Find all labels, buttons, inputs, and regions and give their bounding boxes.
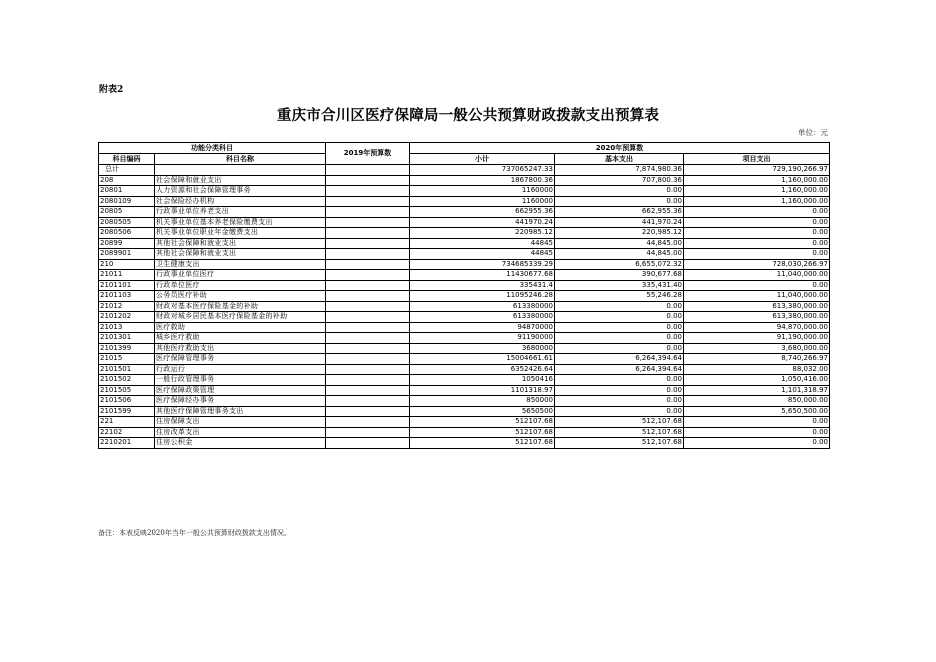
cell-code: 20801	[99, 186, 155, 197]
cell-subtotal: 5650500	[410, 406, 555, 417]
header-project: 项目支出	[684, 154, 830, 165]
cell-budget-2019	[326, 270, 410, 281]
cell-basic: 220,985.12	[555, 228, 684, 239]
cell-subtotal: 335431.4	[410, 280, 555, 291]
cell-subtotal: 441970.24	[410, 217, 555, 228]
cell-project: 1,101,318.97	[684, 385, 830, 396]
cell-subtotal: 6352426.64	[410, 364, 555, 375]
table-row	[99, 406, 830, 417]
cell-name: 住房保障支出	[155, 417, 326, 428]
table-row	[99, 196, 830, 207]
cell-project: 1,050,416.00	[684, 375, 830, 386]
cell-subtotal: 11095246.28	[410, 291, 555, 302]
cell-project: 0.00	[684, 417, 830, 428]
cell-code: 2101505	[99, 385, 155, 396]
table-row	[99, 228, 830, 239]
cell-project: 0.00	[684, 249, 830, 260]
cell-name: 住房公积金	[155, 438, 326, 449]
cell-basic: 662,955.36	[555, 207, 684, 218]
cell-project: 729,190,266.97	[684, 165, 830, 176]
cell-subtotal: 512107.68	[410, 417, 555, 428]
cell-budget-2019	[326, 438, 410, 449]
cell-code: 221	[99, 417, 155, 428]
cell-project: 850,000.00	[684, 396, 830, 407]
cell-budget-2019	[326, 333, 410, 344]
cell-name: 行政事业单位医疗	[155, 270, 326, 281]
cell-name: 卫生健康支出	[155, 259, 326, 270]
header-subtotal: 小计	[410, 154, 555, 165]
cell-budget-2019	[326, 417, 410, 428]
cell-name: 医疗救助	[155, 322, 326, 333]
header-functional-category: 功能分类科目	[99, 143, 326, 154]
cell-basic: 55,246.28	[555, 291, 684, 302]
cell-subtotal: 613380000	[410, 312, 555, 323]
cell-basic: 512,107.68	[555, 427, 684, 438]
table-row	[99, 385, 830, 396]
attachment-label: 附表2	[99, 85, 124, 95]
cell-subtotal: 94870000	[410, 322, 555, 333]
table-row	[99, 396, 830, 407]
cell-subtotal: 512107.68	[410, 427, 555, 438]
cell-name: 社会保障和就业支出	[155, 175, 326, 186]
cell-name: 公务员医疗补助	[155, 291, 326, 302]
cell-code: 2101301	[99, 333, 155, 344]
cell-project: 3,680,000.00	[684, 343, 830, 354]
cell-code: 2101103	[99, 291, 155, 302]
cell-name: 人力资源和社会保障管理事务	[155, 186, 326, 197]
cell-subtotal: 613380000	[410, 301, 555, 312]
table-row	[99, 364, 830, 375]
cell-project: 0.00	[684, 427, 830, 438]
cell-basic: 0.00	[555, 186, 684, 197]
cell-project: 0.00	[684, 238, 830, 249]
cell-code: 2080505	[99, 217, 155, 228]
table-row	[99, 301, 830, 312]
cell-basic: 0.00	[555, 196, 684, 207]
cell-code: 21012	[99, 301, 155, 312]
header-name: 科目名称	[155, 154, 326, 165]
cell-code: 2080109	[99, 196, 155, 207]
cell-budget-2019	[326, 280, 410, 291]
cell-budget-2019	[326, 375, 410, 386]
cell-basic: 44,845.00	[555, 249, 684, 260]
cell-budget-2019	[326, 406, 410, 417]
cell-project: 11,040,000.00	[684, 291, 830, 302]
cell-code: 20899	[99, 238, 155, 249]
cell-subtotal: 734685339.29	[410, 259, 555, 270]
table-row	[99, 333, 830, 344]
cell-budget-2019	[326, 427, 410, 438]
table-row	[99, 438, 830, 449]
cell-basic: 0.00	[555, 333, 684, 344]
cell-basic: 335,431.40	[555, 280, 684, 291]
table-row	[99, 186, 830, 197]
cell-subtotal: 1050416	[410, 375, 555, 386]
table-row	[99, 259, 830, 270]
table-row	[99, 165, 830, 176]
table-row	[99, 217, 830, 228]
table-row	[99, 417, 830, 428]
cell-basic: 441,970.24	[555, 217, 684, 228]
cell-subtotal: 220985.12	[410, 228, 555, 239]
header-budget-2019: 2019年预算数	[326, 143, 410, 165]
cell-subtotal: 1101318.97	[410, 385, 555, 396]
cell-basic: 44,845.00	[555, 238, 684, 249]
cell-code: 21011	[99, 270, 155, 281]
cell-name: 医疗保障经办事务	[155, 396, 326, 407]
unit-label: 单位：元	[798, 128, 828, 137]
cell-budget-2019	[326, 354, 410, 365]
cell-basic: 707,800.36	[555, 175, 684, 186]
cell-name: 机关事业单位基本养老保险缴费支出	[155, 217, 326, 228]
cell-name: 机关事业单位职业年金缴费支出	[155, 228, 326, 239]
page-title: 重庆市合川区医疗保障局一般公共预算财政拨款支出预算表	[276, 108, 660, 124]
cell-subtotal: 850000	[410, 396, 555, 407]
cell-project: 0.00	[684, 438, 830, 449]
cell-name: 其他社会保障和就业支出	[155, 249, 326, 260]
cell-code: 2080506	[99, 228, 155, 239]
cell-code: 2089901	[99, 249, 155, 260]
cell-code: 208	[99, 175, 155, 186]
header-budget-2020: 2020年预算数	[410, 143, 830, 154]
footnote: 备注：本表反映2020年当年一般公共预算财政拨款支出情况。	[98, 529, 291, 537]
cell-subtotal: 15004661.61	[410, 354, 555, 365]
cell-basic: 0.00	[555, 406, 684, 417]
cell-subtotal: 3680000	[410, 343, 555, 354]
cell-budget-2019	[326, 301, 410, 312]
cell-basic: 512,107.68	[555, 417, 684, 428]
table-row	[99, 238, 830, 249]
cell-name: 医疗保障政策管理	[155, 385, 326, 396]
cell-project: 0.00	[684, 280, 830, 291]
cell-basic: 0.00	[555, 385, 684, 396]
cell-project: 728,030,266.97	[684, 259, 830, 270]
cell-budget-2019	[326, 396, 410, 407]
cell-budget-2019	[326, 217, 410, 228]
cell-name: 财政对基本医疗保险基金的补助	[155, 301, 326, 312]
table-row	[99, 427, 830, 438]
cell-code: 21013	[99, 322, 155, 333]
cell-basic: 0.00	[555, 301, 684, 312]
cell-subtotal: 91190000	[410, 333, 555, 344]
cell-budget-2019	[326, 322, 410, 333]
cell-project: 1,160,000.00	[684, 186, 830, 197]
cell-project: 94,870,000.00	[684, 322, 830, 333]
cell-budget-2019	[326, 175, 410, 186]
cell-code: 21015	[99, 354, 155, 365]
cell-basic: 7,874,980.36	[555, 165, 684, 176]
cell-code: 22102	[99, 427, 155, 438]
cell-budget-2019	[326, 165, 410, 176]
cell-code: 2101501	[99, 364, 155, 375]
cell-budget-2019	[326, 238, 410, 249]
table-row	[99, 280, 830, 291]
cell-subtotal: 1867800.36	[410, 175, 555, 186]
cell-project: 1,160,000.00	[684, 196, 830, 207]
cell-basic: 6,655,072.32	[555, 259, 684, 270]
cell-subtotal: 737065247.33	[410, 165, 555, 176]
cell-budget-2019	[326, 228, 410, 239]
cell-code: 2101502	[99, 375, 155, 386]
table-row	[99, 343, 830, 354]
table-row	[99, 175, 830, 186]
cell-project: 0.00	[684, 228, 830, 239]
cell-subtotal: 11430677.68	[410, 270, 555, 281]
cell-code: 2101202	[99, 312, 155, 323]
cell-basic: 0.00	[555, 396, 684, 407]
cell-basic: 6,264,394.64	[555, 354, 684, 365]
cell-project: 613,380,000.00	[684, 312, 830, 323]
table-row	[99, 375, 830, 386]
cell-subtotal: 512107.68	[410, 438, 555, 449]
header-basic: 基本支出	[555, 154, 684, 165]
cell-subtotal: 44845	[410, 249, 555, 260]
cell-project: 11,040,000.00	[684, 270, 830, 281]
cell-subtotal: 1160000	[410, 186, 555, 197]
cell-project: 5,650,500.00	[684, 406, 830, 417]
header-row-2	[99, 154, 830, 165]
table-row	[99, 207, 830, 218]
cell-project: 91,190,000.00	[684, 333, 830, 344]
cell-budget-2019	[326, 343, 410, 354]
cell-basic: 6,264,394.64	[555, 364, 684, 375]
cell-budget-2019	[326, 312, 410, 323]
cell-budget-2019	[326, 364, 410, 375]
cell-code: 2210201	[99, 438, 155, 449]
cell-name: 社会保险经办机构	[155, 196, 326, 207]
cell-subtotal: 1160000	[410, 196, 555, 207]
cell-budget-2019	[326, 259, 410, 270]
header-row-1	[99, 143, 830, 154]
table-row	[99, 312, 830, 323]
cell-name: 一般行政管理事务	[155, 375, 326, 386]
table-row	[99, 354, 830, 365]
cell-project: 0.00	[684, 207, 830, 218]
cell-basic: 512,107.68	[555, 438, 684, 449]
cell-code: 2101399	[99, 343, 155, 354]
cell-basic: 0.00	[555, 375, 684, 386]
cell-project: 613,380,000.00	[684, 301, 830, 312]
cell-code: 总计	[99, 165, 155, 176]
cell-name: 行政事业单位养老支出	[155, 207, 326, 218]
cell-code: 210	[99, 259, 155, 270]
cell-basic: 390,677.68	[555, 270, 684, 281]
cell-basic: 0.00	[555, 312, 684, 323]
cell-code: 20805	[99, 207, 155, 218]
cell-basic: 0.00	[555, 343, 684, 354]
cell-name: 其他社会保障和就业支出	[155, 238, 326, 249]
cell-name: 医疗保障管理事务	[155, 354, 326, 365]
cell-code: 2101599	[99, 406, 155, 417]
cell-project: 1,160,000.00	[684, 175, 830, 186]
header-code: 科目编码	[99, 154, 155, 165]
table-row	[99, 270, 830, 281]
cell-basic: 0.00	[555, 322, 684, 333]
cell-name: 其他医疗保障管理事务支出	[155, 406, 326, 417]
cell-name	[155, 165, 326, 176]
cell-budget-2019	[326, 196, 410, 207]
cell-project: 88,032.00	[684, 364, 830, 375]
cell-subtotal: 662955.36	[410, 207, 555, 218]
cell-name: 城乡医疗救助	[155, 333, 326, 344]
cell-budget-2019	[326, 291, 410, 302]
table-row	[99, 322, 830, 333]
cell-code: 2101506	[99, 396, 155, 407]
cell-name: 行政单位医疗	[155, 280, 326, 291]
cell-budget-2019	[326, 249, 410, 260]
cell-name: 行政运行	[155, 364, 326, 375]
cell-name: 住房改革支出	[155, 427, 326, 438]
table-row	[99, 291, 830, 302]
cell-budget-2019	[326, 385, 410, 396]
budget-table	[98, 142, 830, 449]
cell-project: 8,740,266.97	[684, 354, 830, 365]
cell-project: 0.00	[684, 217, 830, 228]
cell-budget-2019	[326, 186, 410, 197]
cell-name: 其他医疗救助支出	[155, 343, 326, 354]
cell-subtotal: 44845	[410, 238, 555, 249]
cell-budget-2019	[326, 207, 410, 218]
cell-code: 2101101	[99, 280, 155, 291]
table-row	[99, 249, 830, 260]
cell-name: 财政对城乡居民基本医疗保险基金的补助	[155, 312, 326, 323]
